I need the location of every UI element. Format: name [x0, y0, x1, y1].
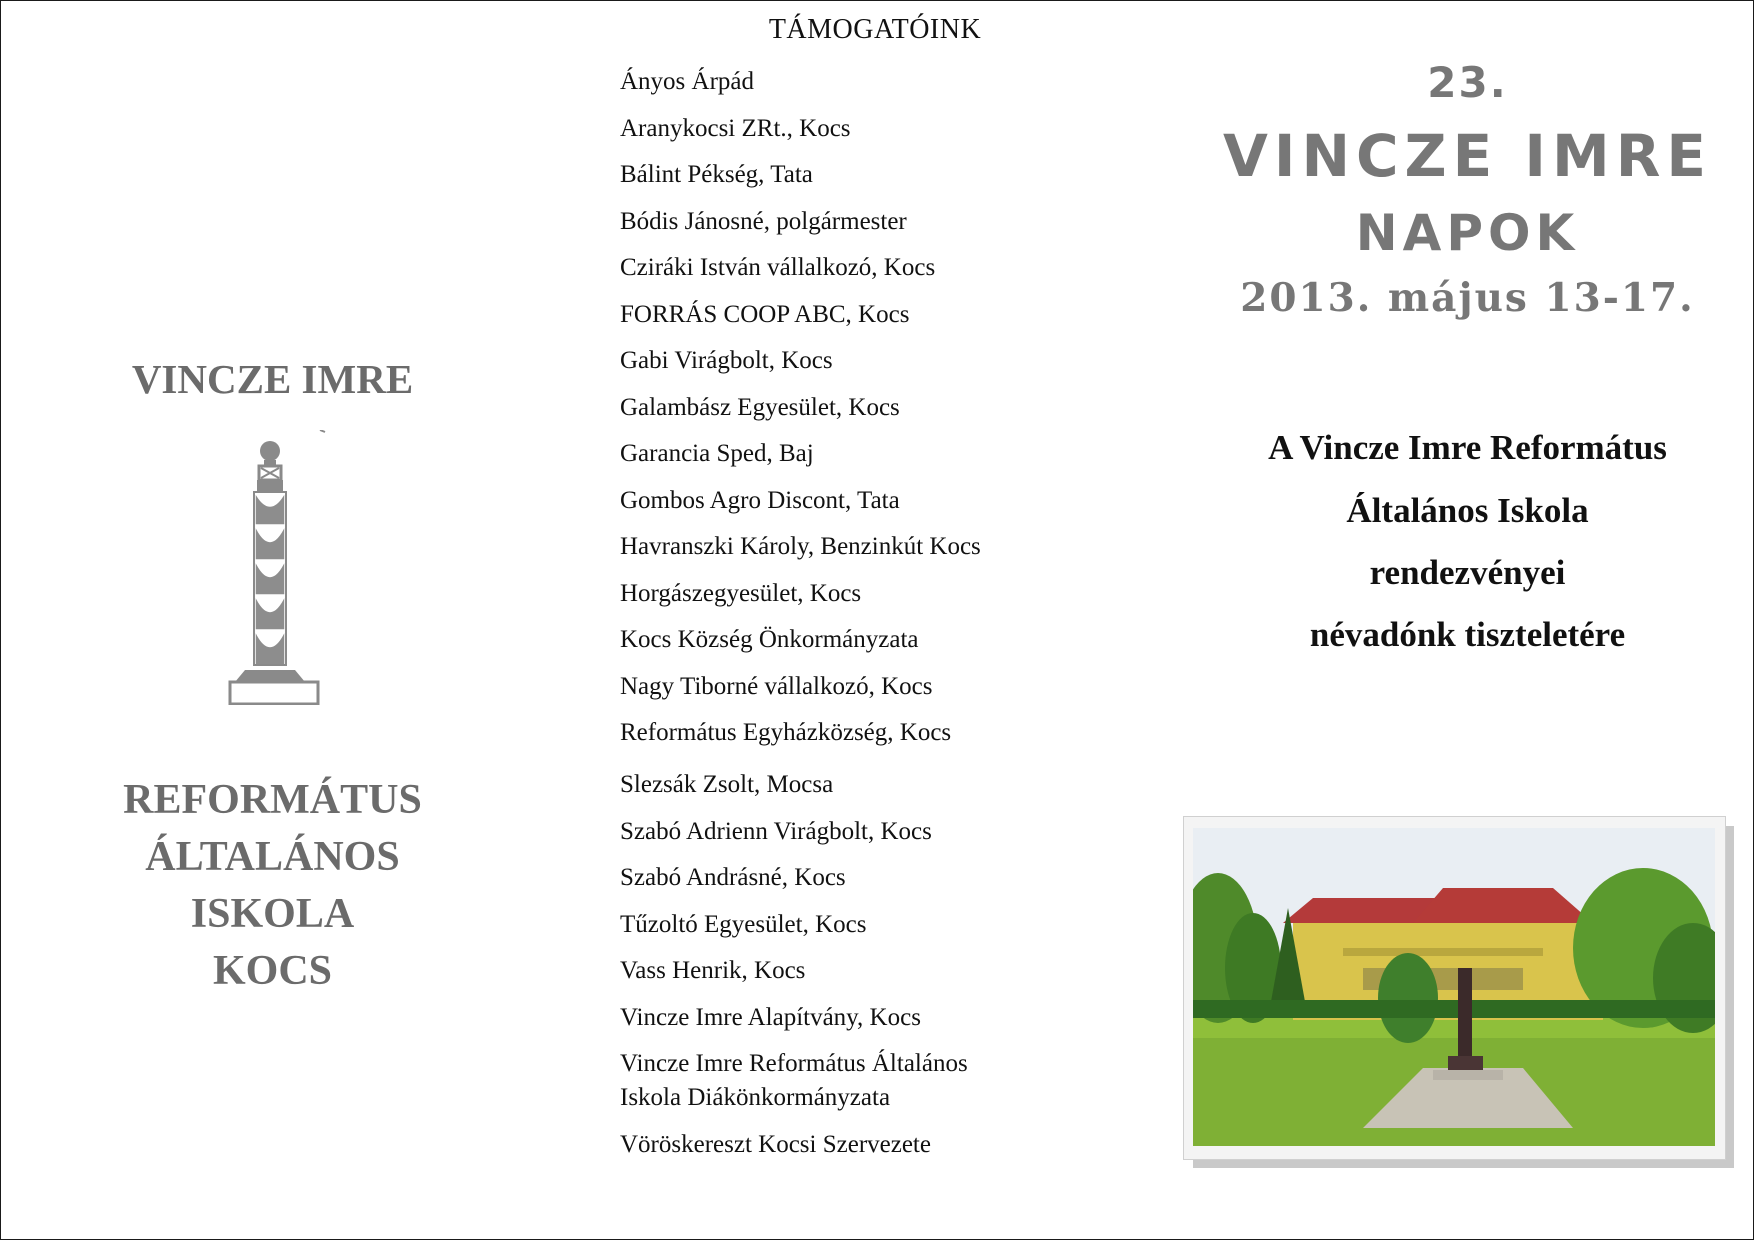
sponsor-item: Slezsák Zsolt, Mocsa [620, 771, 834, 798]
sponsor-item: Havranszki Károly, Benzinkút Kocs [620, 533, 981, 560]
school-type-line: REFORMÁTUS [123, 777, 422, 823]
description-line: Általános Iskola [1346, 491, 1589, 530]
sponsors-heading: TÁMOGATÓINK [768, 14, 982, 45]
sponsor-item: Bódis Jánosné, polgármester [620, 208, 907, 235]
sponsor-item: Református Egyházközség, Kocs [620, 719, 952, 746]
description-line: rendezvényei [1369, 553, 1566, 592]
sponsor-item: Szabó Andrásné, Kocs [620, 864, 846, 891]
school-name-top: VINCZE IMRE [131, 356, 414, 402]
description-line: A Vincze Imre Református [1268, 428, 1667, 467]
school-building-photo [1193, 828, 1715, 1146]
sponsor-item: Galambász Egyesület, Kocs [620, 394, 900, 421]
sponsor-item: Ányos Árpád [620, 68, 755, 95]
event-edition: 23. [1427, 58, 1508, 107]
event-subtitle: NAPOK [1355, 204, 1580, 262]
sponsor-item: Nagy Tiborné vállalkozó, Kocs [620, 673, 933, 700]
sponsor-item: Vass Henrik, Kocs [620, 957, 806, 984]
sponsor-item: Cziráki István vállalkozó, Kocs [620, 254, 936, 281]
sponsor-item: Szabó Adrienn Virágbolt, Kocs [620, 818, 932, 845]
school-type-line: KOCS [212, 948, 333, 994]
school-type-line: ÁLTALÁNOS ISKOLA [145, 834, 400, 937]
sponsor-item: Tűzoltó Egyesület, Kocs [620, 911, 867, 938]
sponsor-item: Aranykocsi ZRt., Kocs [620, 115, 851, 142]
sponsor-item: Kocs Község Önkormányzata [620, 626, 919, 653]
monument-statue-icon [225, 430, 345, 705]
sponsor-item: Iskola Diákönkormányzata [620, 1084, 891, 1111]
school-type [60, 772, 485, 1000]
sponsor-item: Gombos Agro Discont, Tata [620, 487, 900, 514]
sponsor-item: Vincze Imre Alapítvány, Kocs [620, 1004, 921, 1031]
sponsor-item: Vincze Imre Református Általános [620, 1050, 968, 1077]
sponsor-item: Garancia Sped, Baj [620, 440, 814, 467]
sponsor-item: FORRÁS COOP ABC, Kocs [620, 301, 910, 328]
event-name: VINCZE IMRE [1222, 122, 1713, 190]
sponsor-item: Gabi Virágbolt, Kocs [620, 347, 833, 374]
sponsor-item: Vöröskereszt Kocsi Szervezete [620, 1131, 931, 1158]
description-line: névadónk tiszteletére [1309, 615, 1626, 654]
sponsor-item: Horgászegyesület, Kocs [620, 580, 862, 607]
event-date: 2013. május 13-17. [1240, 275, 1695, 321]
sponsor-item: Bálint Pékség, Tata [620, 161, 813, 188]
